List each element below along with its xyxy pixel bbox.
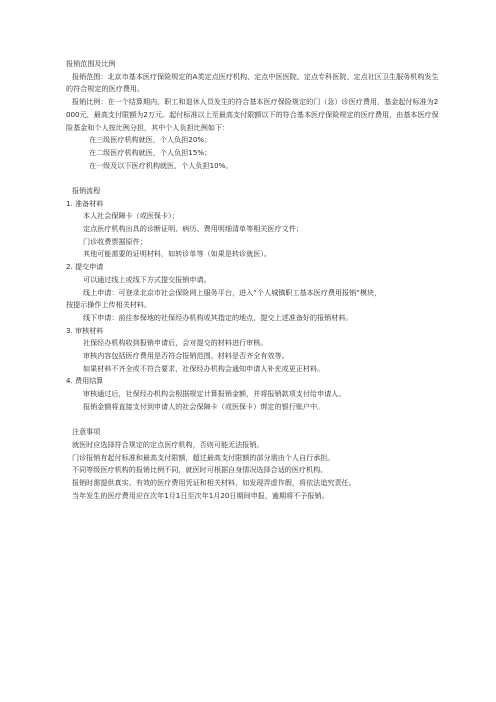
ratio-item-tier2: 在二级医疗机构就医，个人负担15%； (89, 147, 212, 157)
step-review-item: 如果材料不齐全或不符合要求，社保经办机构会通知申请人补充或更正材料。 (83, 363, 325, 373)
note-item: 就医时应选择符合规定的定点医疗机构，否则可能无法报销。 (72, 439, 264, 449)
step-prepare-item: 门诊收费票据原件； (83, 236, 147, 246)
paragraph-scope: 报销范围：北京市基本医疗保险规定的A类定点医疗机构、定点中医医院、定点专科医院、定点社区卫生服务机构发生的符合规定的医疗费用。 (66, 71, 439, 94)
step-review-item: 社保经办机构收到报销申请后，会对提交的材料进行审核。 (83, 338, 268, 348)
step-submit-offline: 线下申请：前往参保地的社保经办机构或其指定的地点，提交上述准备好的报销材料。 (83, 312, 353, 322)
paragraph-ratio: 报销比例：在一个结算期内，职工和退休人员发生的符合基本医疗保险规定的门（急）诊医疗费用，基金起付标准为2000元，最高支付限额为2万元。起付标准以上至最高支付限额以下的符合基本医疗保险规定的医疗费用，由基本医疗保险基金和个人按比例分担，其中个人负担比例如下： (66, 97, 439, 132)
step-settle-item: 审核通过后，社保经办机构会根据规定计算报销金额，并将报销款项支付给申请人。 (83, 389, 346, 399)
step-heading-review: 3. 审核材料 (66, 325, 104, 335)
step-review-item: 审核内容包括医疗费用是否符合报销范围、材料是否齐全有效等。 (83, 351, 289, 361)
note-item: 门诊报销有起付标准和最高支付限额，超过最高支付限额的部分需由个人自行承担。 (72, 452, 335, 462)
note-item: 报销时需提供真实、有效的医疗费用凭证和相关材料，如发现弄虚作假，将依法追究责任。 (72, 477, 356, 487)
note-item: 当年发生的医疗费用应在次年1月1日至次年1月20日期间申报，逾期将不予报销。 (72, 490, 329, 500)
step-prepare-item: 其他可能需要的证明材料，如转诊单等（如果是转诊就医）。 (83, 249, 271, 259)
step-heading-settle: 4. 费用结算 (66, 376, 104, 386)
section-title-notes: 注意事项 (72, 427, 101, 437)
step-prepare-item: 本人社会保障卡（或医保卡）； (83, 211, 179, 221)
ratio-item-tier3: 在三级医疗机构就医，个人负担20%； (89, 135, 212, 145)
section-title-process: 报销流程 (72, 185, 101, 195)
step-heading-prepare: 1. 准备材料 (66, 198, 104, 208)
section-title-scope: 报销范围及比例 (66, 59, 116, 68)
step-submit-online: 线上申请：可登录北京市社会保险网上服务平台，进入“个人城镇职工基本医疗费用报销”模块， (83, 287, 382, 297)
step-prepare-item: 定点医疗机构出具的诊断证明、病历、费用明细清单等相关医疗文件； (83, 224, 303, 234)
step-settle-item: 报销金额将直接支付到申请人的社会保障卡（或医保卡）绑定的银行账户中。 (83, 401, 325, 411)
ratio-item-tier1: 在一级及以下医疗机构就医，个人负担10%。 (89, 160, 233, 170)
step-submit-online-cont: 按提示操作上传相关材料。 (66, 300, 152, 310)
note-item: 不同等级医疗机构的报销比例不同，就医时可根据自身情况选择合适的医疗机构。 (72, 465, 328, 475)
step-submit-item: 可以通过线上或线下方式提交报销申请。 (83, 274, 211, 284)
step-heading-submit: 2. 提交申请 (66, 262, 104, 272)
